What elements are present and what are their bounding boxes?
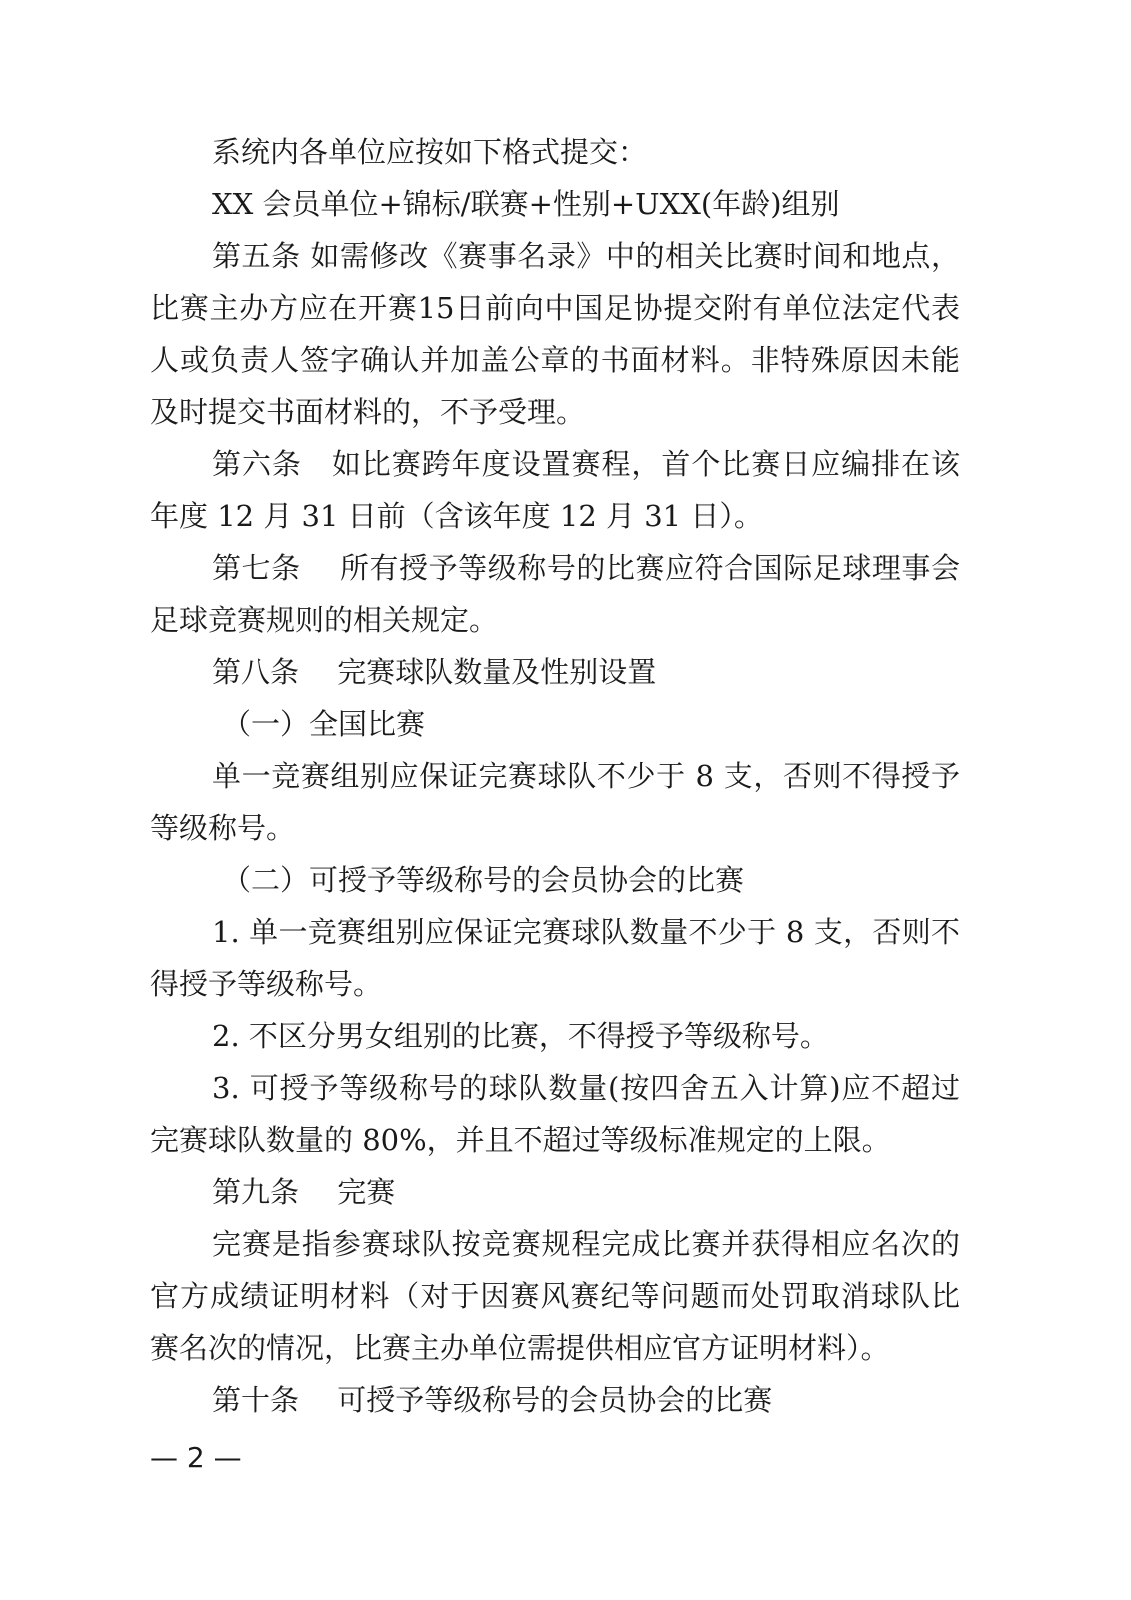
article-9-line-3: 赛名次的情况，比赛主办单位需提供相应官方证明材料）。 — [150, 1331, 890, 1365]
section-2-heading: （二）可授予等级称号的会员协会的比赛 — [222, 863, 745, 897]
section-1-line-1: 单一竞赛组别应保证完赛球队不少于 8 支，否则不得授予 — [212, 759, 960, 793]
item-1-line-2: 得授予等级称号。 — [150, 967, 383, 1001]
page-number: — 2 — — [150, 1441, 242, 1474]
paragraph-submit-format-intro: 系统内各单位应按如下格式提交： — [212, 135, 648, 169]
paragraph-submit-format: XX 会员单位+锦标/联赛+性别+UXX(年龄)组别 — [212, 187, 840, 221]
article-7-line-2: 足球竞赛规则的相关规定。 — [150, 603, 499, 637]
item-3-line-2: 完赛球队数量的 80%，并且不超过等级标准规定的上限。 — [150, 1123, 891, 1157]
article-5-line-2: 比赛主办方应在开赛15日前向中国足协提交附有单位法定代表 — [150, 291, 960, 325]
article-9-line-1: 完赛是指参赛球队按竞赛规程完成比赛并获得相应名次的 — [212, 1227, 960, 1261]
article-10-heading: 第十条 可授予等级称号的会员协会的比赛 — [212, 1383, 773, 1417]
article-7-line-1: 第七条 所有授予等级称号的比赛应符合国际足球理事会 — [212, 551, 960, 585]
article-9-heading: 第九条 完赛 — [212, 1175, 396, 1209]
article-8-heading: 第八条 完赛球队数量及性别设置 — [212, 655, 657, 689]
article-5-line-4: 及时提交书面材料的，不予受理。 — [150, 395, 586, 429]
section-1-heading: （一）全国比赛 — [222, 707, 426, 741]
article-5-line-3: 人或负责人签字确认并加盖公章的书面材料。非特殊原因未能 — [150, 343, 960, 377]
article-6-line-1: 第六条 如比赛跨年度设置赛程，首个比赛日应编排在该 — [212, 447, 960, 481]
item-2: 2. 不区分男女组别的比赛，不得授予等级称号。 — [212, 1019, 829, 1053]
article-6-line-2: 年度 12 月 31 日前（含该年度 12 月 31 日）。 — [150, 499, 763, 533]
article-9-line-2: 官方成绩证明材料（对于因赛风赛纪等问题而处罚取消球队比 — [150, 1279, 960, 1313]
item-1-line-1: 1. 单一竞赛组别应保证完赛球队数量不少于 8 支，否则不 — [212, 915, 960, 949]
article-5-line-1: 第五条 如需修改《赛事名录》中的相关比赛时间和地点， — [212, 239, 960, 273]
section-1-line-2: 等级称号。 — [150, 811, 296, 845]
item-3-line-1: 3. 可授予等级称号的球队数量(按四舍五入计算)应不超过 — [212, 1071, 960, 1105]
